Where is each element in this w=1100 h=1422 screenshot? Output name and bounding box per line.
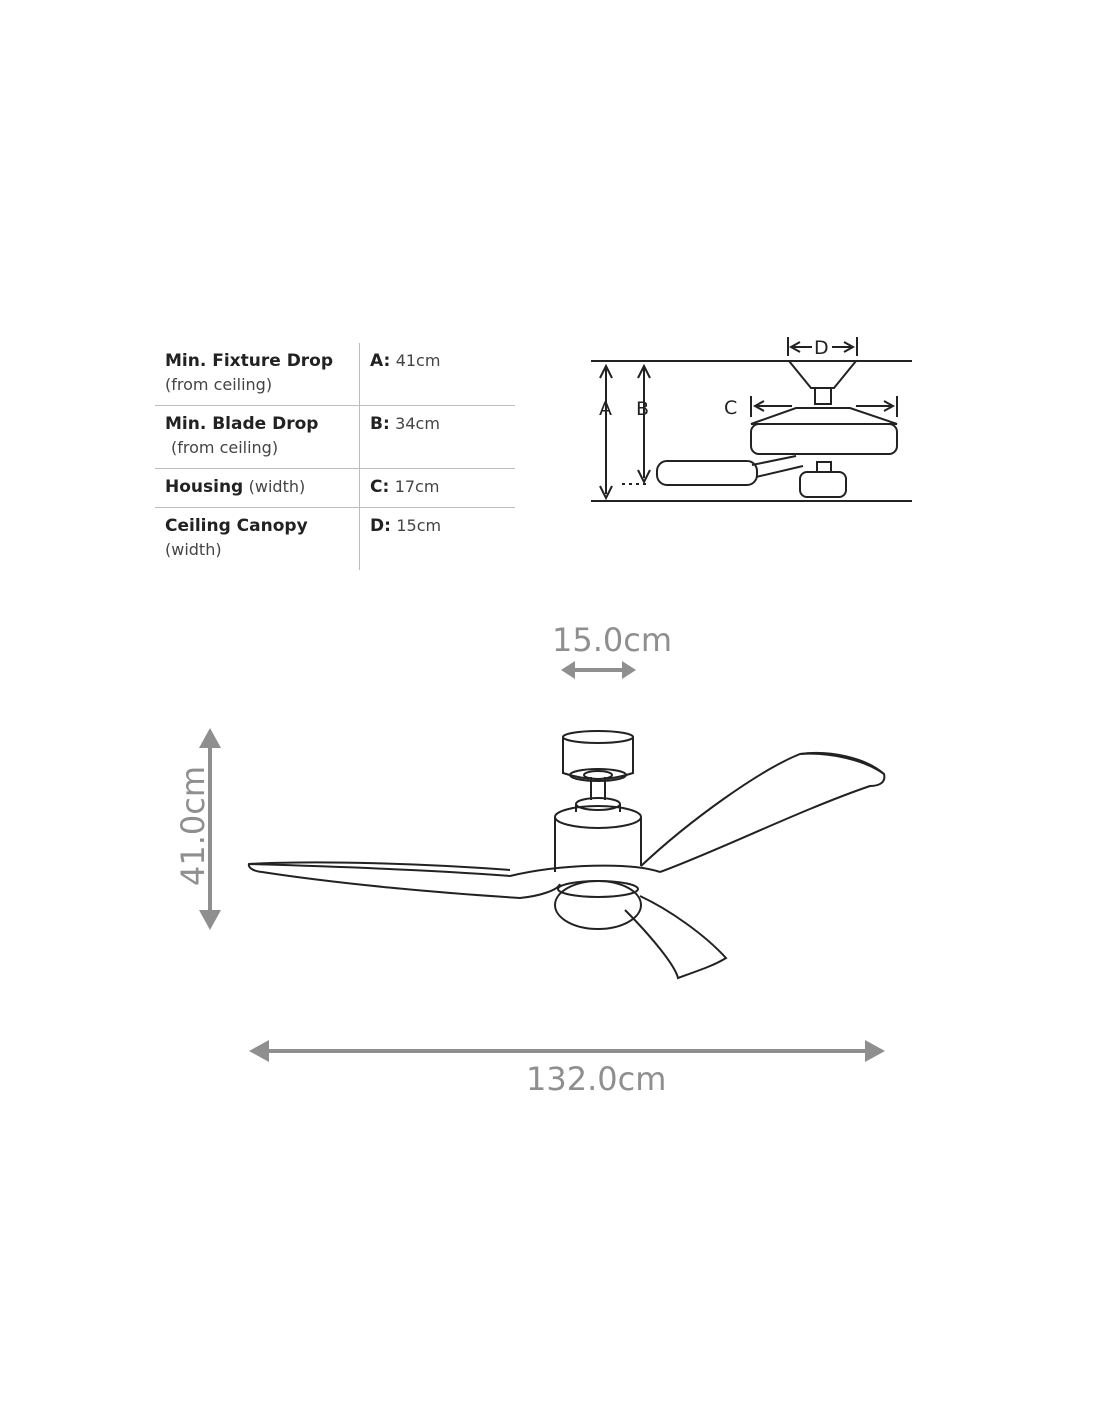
spec-value: 34cm [395, 414, 440, 433]
motor-top-ring [576, 798, 620, 810]
spec-name: Min. Fixture Drop [165, 351, 334, 371]
spec-sub: (width) [165, 540, 222, 559]
dimension-c-label: C [724, 397, 738, 419]
arrowhead [622, 661, 636, 679]
light-housing [555, 881, 641, 929]
spec-value: 41cm [395, 351, 441, 370]
arrowhead [199, 910, 221, 930]
spec-value: 15cm [396, 516, 442, 535]
spec-key: D: [370, 516, 391, 536]
spec-name: Housing [165, 477, 244, 497]
light-housing-top [510, 866, 660, 876]
spec-key: C: [370, 477, 390, 497]
blade-right-edge [800, 753, 884, 774]
spec-key: A: [370, 351, 391, 371]
spec-sub: (from ceiling) [165, 375, 273, 394]
arrowhead [249, 1040, 269, 1062]
dimension-a-label: A [599, 398, 612, 420]
dimension-d-label: D [814, 337, 829, 359]
blade-left [249, 864, 560, 898]
spec-name: Ceiling Canopy [165, 516, 308, 536]
light-housing-rim [558, 881, 638, 897]
spec-name: Min. Blade Drop [165, 414, 319, 434]
arrowhead [199, 728, 221, 748]
spec-sub: (width) [248, 477, 306, 496]
spec-value: 17cm [394, 477, 440, 496]
arrowhead [865, 1040, 885, 1062]
blade-right [641, 754, 884, 872]
arrowhead [561, 661, 575, 679]
canopy-width-label: 15.0cm [552, 621, 673, 659]
height-label: 41.0cm [174, 765, 212, 886]
span-label: 132.0cm [526, 1060, 667, 1098]
dimension-b-label: B [636, 398, 650, 420]
canopy-collar-inner [584, 771, 612, 779]
spec-key: B: [370, 414, 390, 434]
spec-sub: (from ceiling) [171, 438, 279, 457]
canopy-top-ellipse [563, 731, 633, 743]
